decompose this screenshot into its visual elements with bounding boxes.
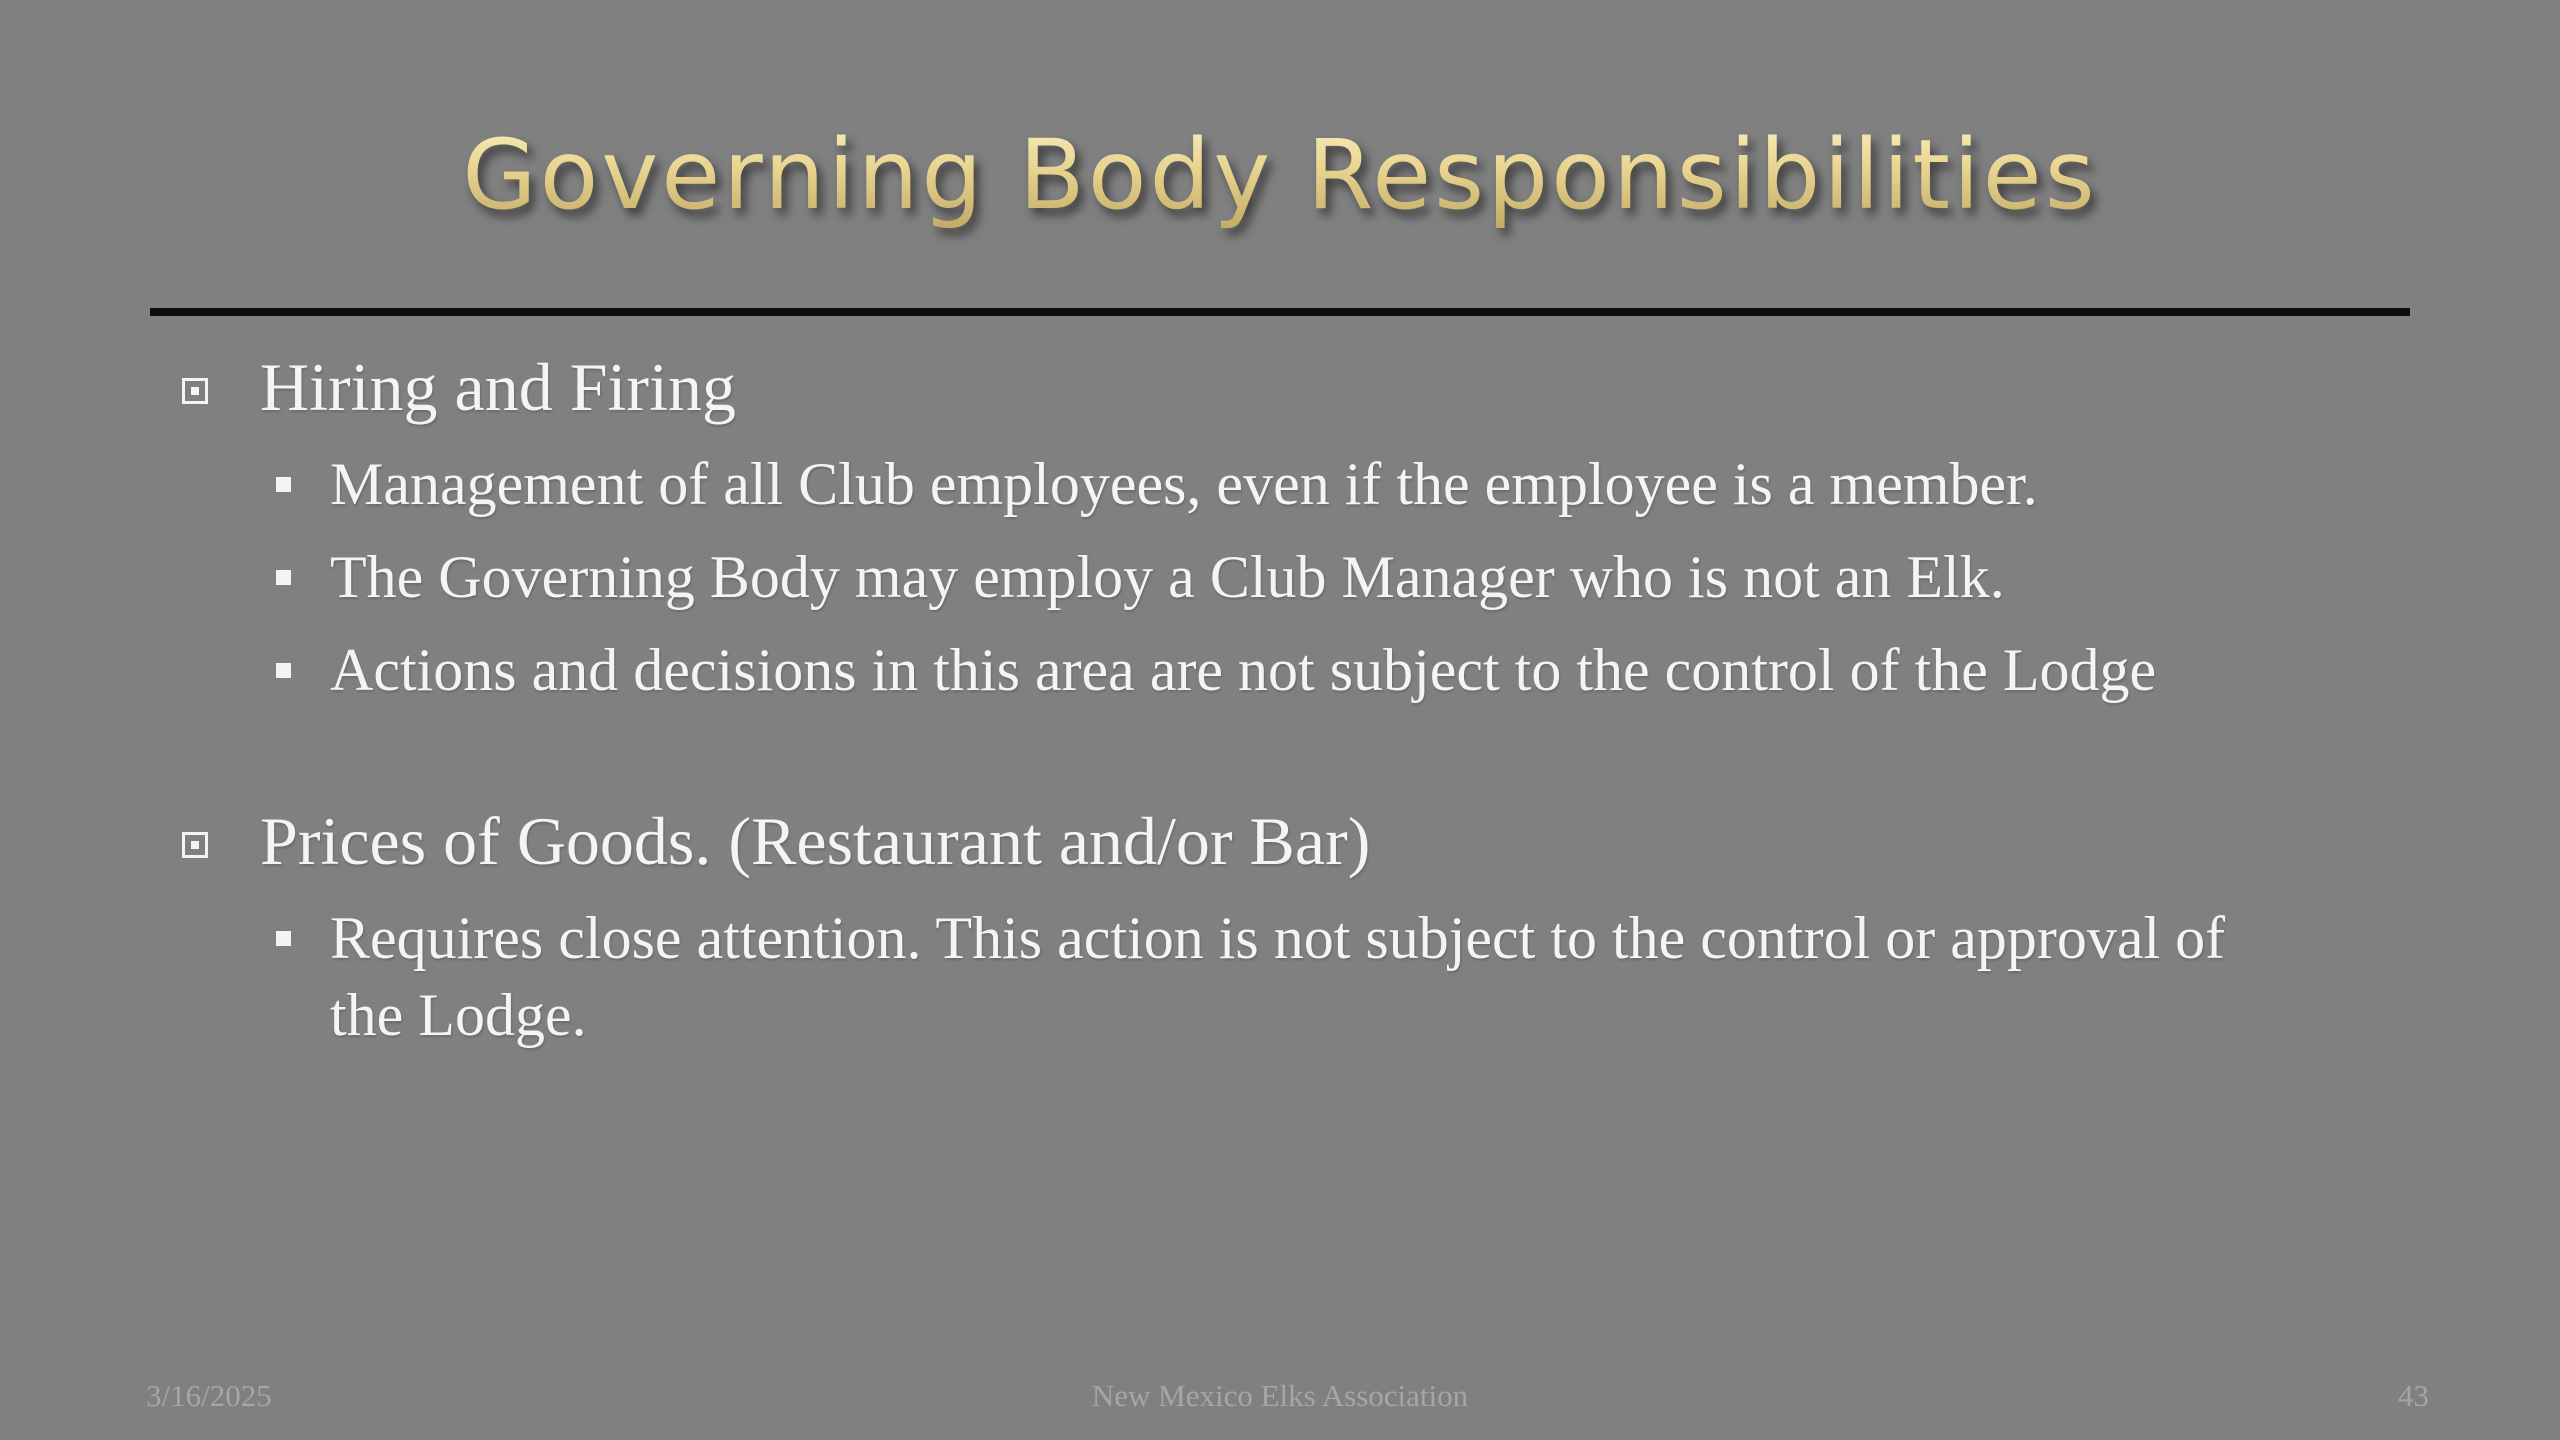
sub-bullet-club-manager: The Governing Body may employ a Club Manager who is not an Elk.: [330, 544, 2005, 610]
title-divider: [150, 308, 2410, 316]
sub-bullet-close-attention: Requires close attention. This action is not subject to the control or approval of the Lodge.: [330, 905, 2226, 1048]
square-bullet-icon: [182, 832, 208, 858]
sub-bullet-management: Management of all Club employees, even if the employee is a member.: [330, 451, 2038, 517]
small-square-bullet-icon: [276, 570, 291, 585]
footer-page-number: 43: [2398, 1378, 2429, 1413]
bullet-heading-prices: Prices of Goods. (Restaurant and/or Bar): [260, 803, 1371, 879]
sub-bullet-actions-decisions: Actions and decisions in this area are not subject to the control of the Lodge: [330, 637, 2157, 703]
footer-date: 3/16/2025: [146, 1378, 272, 1413]
footer-organization: New Mexico Elks Association: [1091, 1378, 1469, 1413]
small-square-bullet-icon: [276, 663, 291, 678]
square-bullet-icon: [182, 378, 208, 404]
small-square-bullet-icon: [276, 477, 291, 492]
slide-title: Governing Body Responsibilities: [0, 115, 2560, 235]
bullet-heading-hiring: Hiring and Firing: [260, 349, 736, 425]
small-square-bullet-icon: [276, 931, 291, 946]
